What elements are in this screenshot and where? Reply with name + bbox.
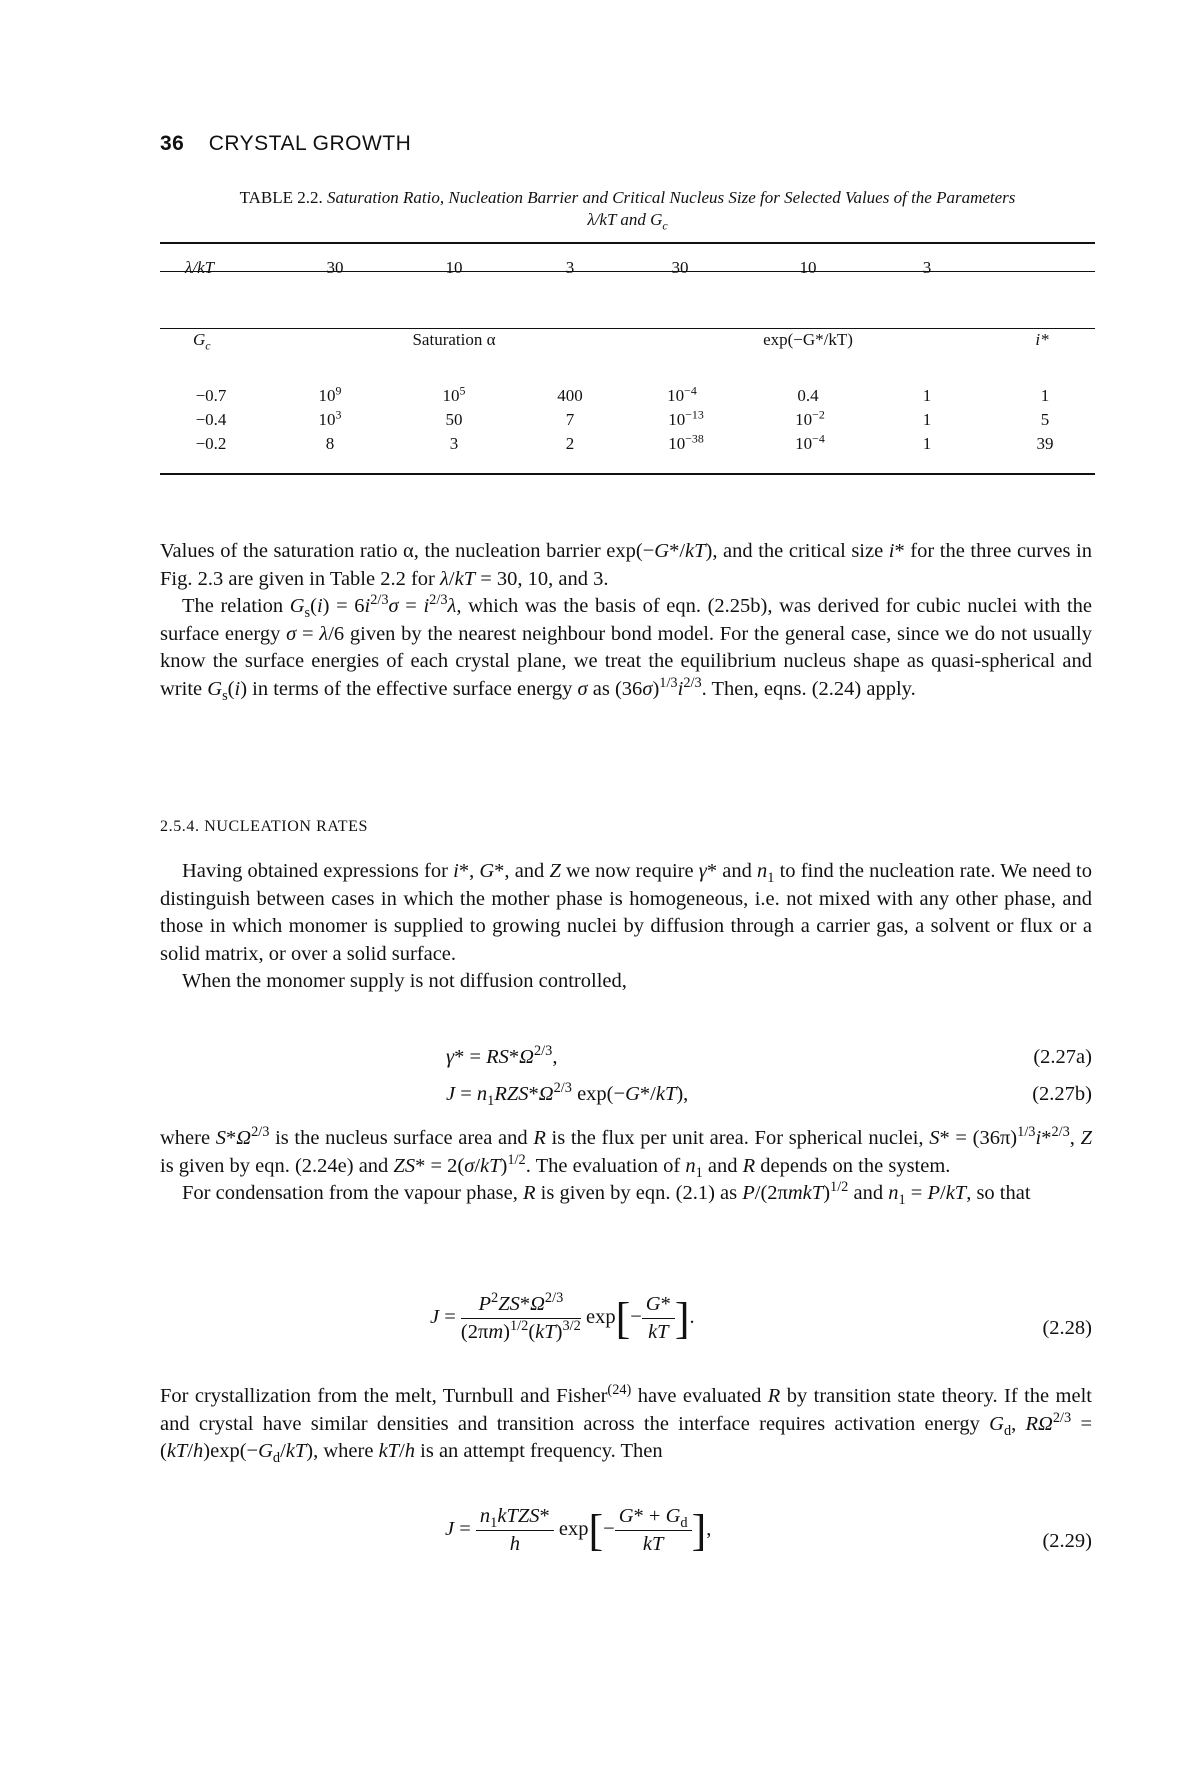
table-cell: $10^{-38}$ bbox=[668, 431, 704, 453]
table-header-rule-1 bbox=[160, 271, 1095, 272]
body-text-top bbox=[160, 538, 1092, 703]
equation-number: (2.27b) bbox=[1032, 1083, 1092, 1105]
fraction: $\frac{G* + G_d}{kT}$ bbox=[615, 1505, 692, 1556]
table-cell: 400 bbox=[557, 386, 583, 405]
gc-value: −0.2 bbox=[195, 434, 227, 453]
table-top-rule bbox=[160, 242, 1095, 244]
equation-2-27b: $J = n_1RZS*\Omega^{2/3}$ exp(−G*/kT), bbox=[446, 1080, 689, 1110]
paragraph: When the monomer supply is not diffusion controlled, bbox=[182, 970, 627, 992]
paragraph: The relation $G_s(i) = 6i^{2/3}\sigma = i^{2/3}\lambda$, which was the basis of eqn. (2.25b), was derived for cubic nuclei with the surface energy σ = λ/6 given by the nearest neighbour bond model. For the general case, since we do not usually know the surface energies of each crystal plane, we treat the equilibrium nucleus shape as quasi-spherical and write $G_s(i)$ in terms of the effective surface energy σ as $(36\sigma)^{1/3}i^{2/3}$. Then, eqns. (2.24) apply. bbox=[160, 592, 1092, 704]
param-header: λ/kT bbox=[185, 258, 215, 277]
table-caption-line1: Saturation Ratio, Nucleation Barrier and Critical Nucleus Size for Selected Values of the Parameters bbox=[326, 188, 1016, 207]
gc-value: −0.4 bbox=[195, 410, 227, 429]
table-caption bbox=[160, 187, 1095, 231]
row-label-header: $G_c$ bbox=[193, 330, 211, 353]
paragraph: Having obtained expressions for i*, G*, and Z we now require γ* and $n_1$ to find the nucleation rate. We need to distinguish between cases in which the mother phase is homogeneous, i.e. not mixed with any other phase, and those in which monomer is supplied to growing nuclei by diffusion through a carrier gas, a solvent or flux or a solid matrix, or over a solid surface. bbox=[160, 860, 1093, 965]
table-cell: 1 bbox=[922, 386, 932, 405]
paragraph: Values of the saturation ratio α, the nucleation barrier exp(−G*/kT), and the critical size i* for the three curves in Fig. 2.3 are given in Table 2.2 for λ/kT = 30, 10, and 3. bbox=[160, 540, 1092, 590]
equation-2-29: J = $\frac{n_1kTZS*}{h}$ exp[− $\frac{G* + G_d}{kT}$ ], bbox=[445, 1505, 712, 1555]
table-cell: $10^9$ bbox=[318, 383, 342, 405]
fraction: $\frac{P^2ZS*\Omega^{2/3}}{(2\pi m)^{1/2}(kT)^{3/2}}$ bbox=[460, 1290, 581, 1343]
table-bottom-rule bbox=[160, 473, 1095, 475]
section-heading bbox=[160, 818, 368, 836]
table-cell: 0.4 bbox=[797, 386, 819, 405]
running-title: CRYSTAL GROWTH bbox=[208, 132, 412, 155]
equation-number: (2.28) bbox=[1042, 1317, 1092, 1339]
table-cell: $10^{-4}$ bbox=[667, 383, 697, 405]
running-head bbox=[160, 132, 411, 156]
fraction: $\frac{n_1kTZS*}{h}$ bbox=[476, 1505, 554, 1556]
equation-number: (2.27a) bbox=[1033, 1046, 1092, 1068]
table-caption-line2: λ/kT and $G_c$ bbox=[587, 210, 668, 233]
param-value: 3 bbox=[565, 258, 575, 277]
gc-value: −0.7 bbox=[195, 386, 227, 405]
table-cell: $10^{-13}$ bbox=[668, 407, 704, 429]
table-cell: 8 bbox=[325, 434, 335, 453]
table-cell: 2 bbox=[565, 434, 575, 453]
table-header-rule-2 bbox=[160, 328, 1095, 329]
table-cell: $10^{-4}$ bbox=[795, 431, 825, 453]
paragraph: where $S*\Omega^{2/3}$ is the nucleus surface area and R is the flux per unit area. For spherical nuclei, $S* = (36\pi)^{1/3}i*^{2/3}$, Z is given by eqn. (2.24e) and $ZS* = 2(\sigma/kT)^{1/2}$. The evaluation of $n_1$ and R depends on the system. bbox=[160, 1124, 1092, 1181]
table-cell: $10^5$ bbox=[442, 383, 466, 405]
param-value: 10 bbox=[799, 258, 817, 277]
body-text-after-28 bbox=[160, 1383, 1092, 1466]
body-text-after-27 bbox=[160, 1125, 1092, 1208]
table-cell: 39 bbox=[1036, 434, 1054, 453]
table-cell: 1 bbox=[922, 434, 932, 453]
param-value: 30 bbox=[671, 258, 689, 277]
table-cell: 3 bbox=[449, 434, 459, 453]
section-number: 2.5.4. bbox=[160, 818, 200, 835]
table-cell: $10^{-2}$ bbox=[795, 407, 825, 429]
equation-number: (2.29) bbox=[1042, 1530, 1092, 1552]
table-cell: 7 bbox=[565, 410, 575, 429]
group-saturation: Saturation α bbox=[412, 330, 496, 349]
equation-2-27a: $\gamma* = RS*\Omega^{2/3}$, bbox=[446, 1043, 558, 1068]
group-size: i* bbox=[1035, 330, 1049, 349]
paragraph: For crystallization from the melt, Turnbull and Fisher$^{(24)}$ have evaluated R by transition state theory. If the melt and crystal have similar densities and transition across the interface requires activation energy $G_d$, $R\Omega^{2/3} = (kT/h)\exp(-G_d/kT)$, where kT/h is an attempt frequency. Then bbox=[160, 1382, 1092, 1467]
table-label: TABLE 2.2. bbox=[239, 188, 323, 207]
param-value: 3 bbox=[922, 258, 932, 277]
fraction: $\frac{G*}{kT}$ bbox=[642, 1293, 675, 1344]
table-cell: 1 bbox=[922, 410, 932, 429]
param-value: 10 bbox=[445, 258, 463, 277]
page-number: 36 bbox=[160, 132, 185, 155]
param-value: 30 bbox=[326, 258, 344, 277]
equation-2-28: J = $\frac{P^2ZS*\Omega^{2/3}}{(2\pi m)^{1/2}(kT)^{3/2}}$ exp[− $\frac{G*}{kT}$ ]. bbox=[430, 1290, 695, 1343]
table-cell: 5 bbox=[1040, 410, 1050, 429]
group-barrier: exp(−G*/kT) bbox=[763, 330, 853, 349]
table-cell: $10^3$ bbox=[318, 407, 342, 429]
table-cell: 50 bbox=[445, 410, 463, 429]
table-cell: 1 bbox=[1040, 386, 1050, 405]
paragraph: For condensation from the vapour phase, R is given by eqn. (2.1) as $P/(2\pi mkT)^{1/2}$ and $n_1 = P/kT$, so that bbox=[182, 1179, 1031, 1209]
body-text-mid bbox=[160, 858, 1092, 996]
section-title: NUCLEATION RATES bbox=[204, 818, 369, 835]
